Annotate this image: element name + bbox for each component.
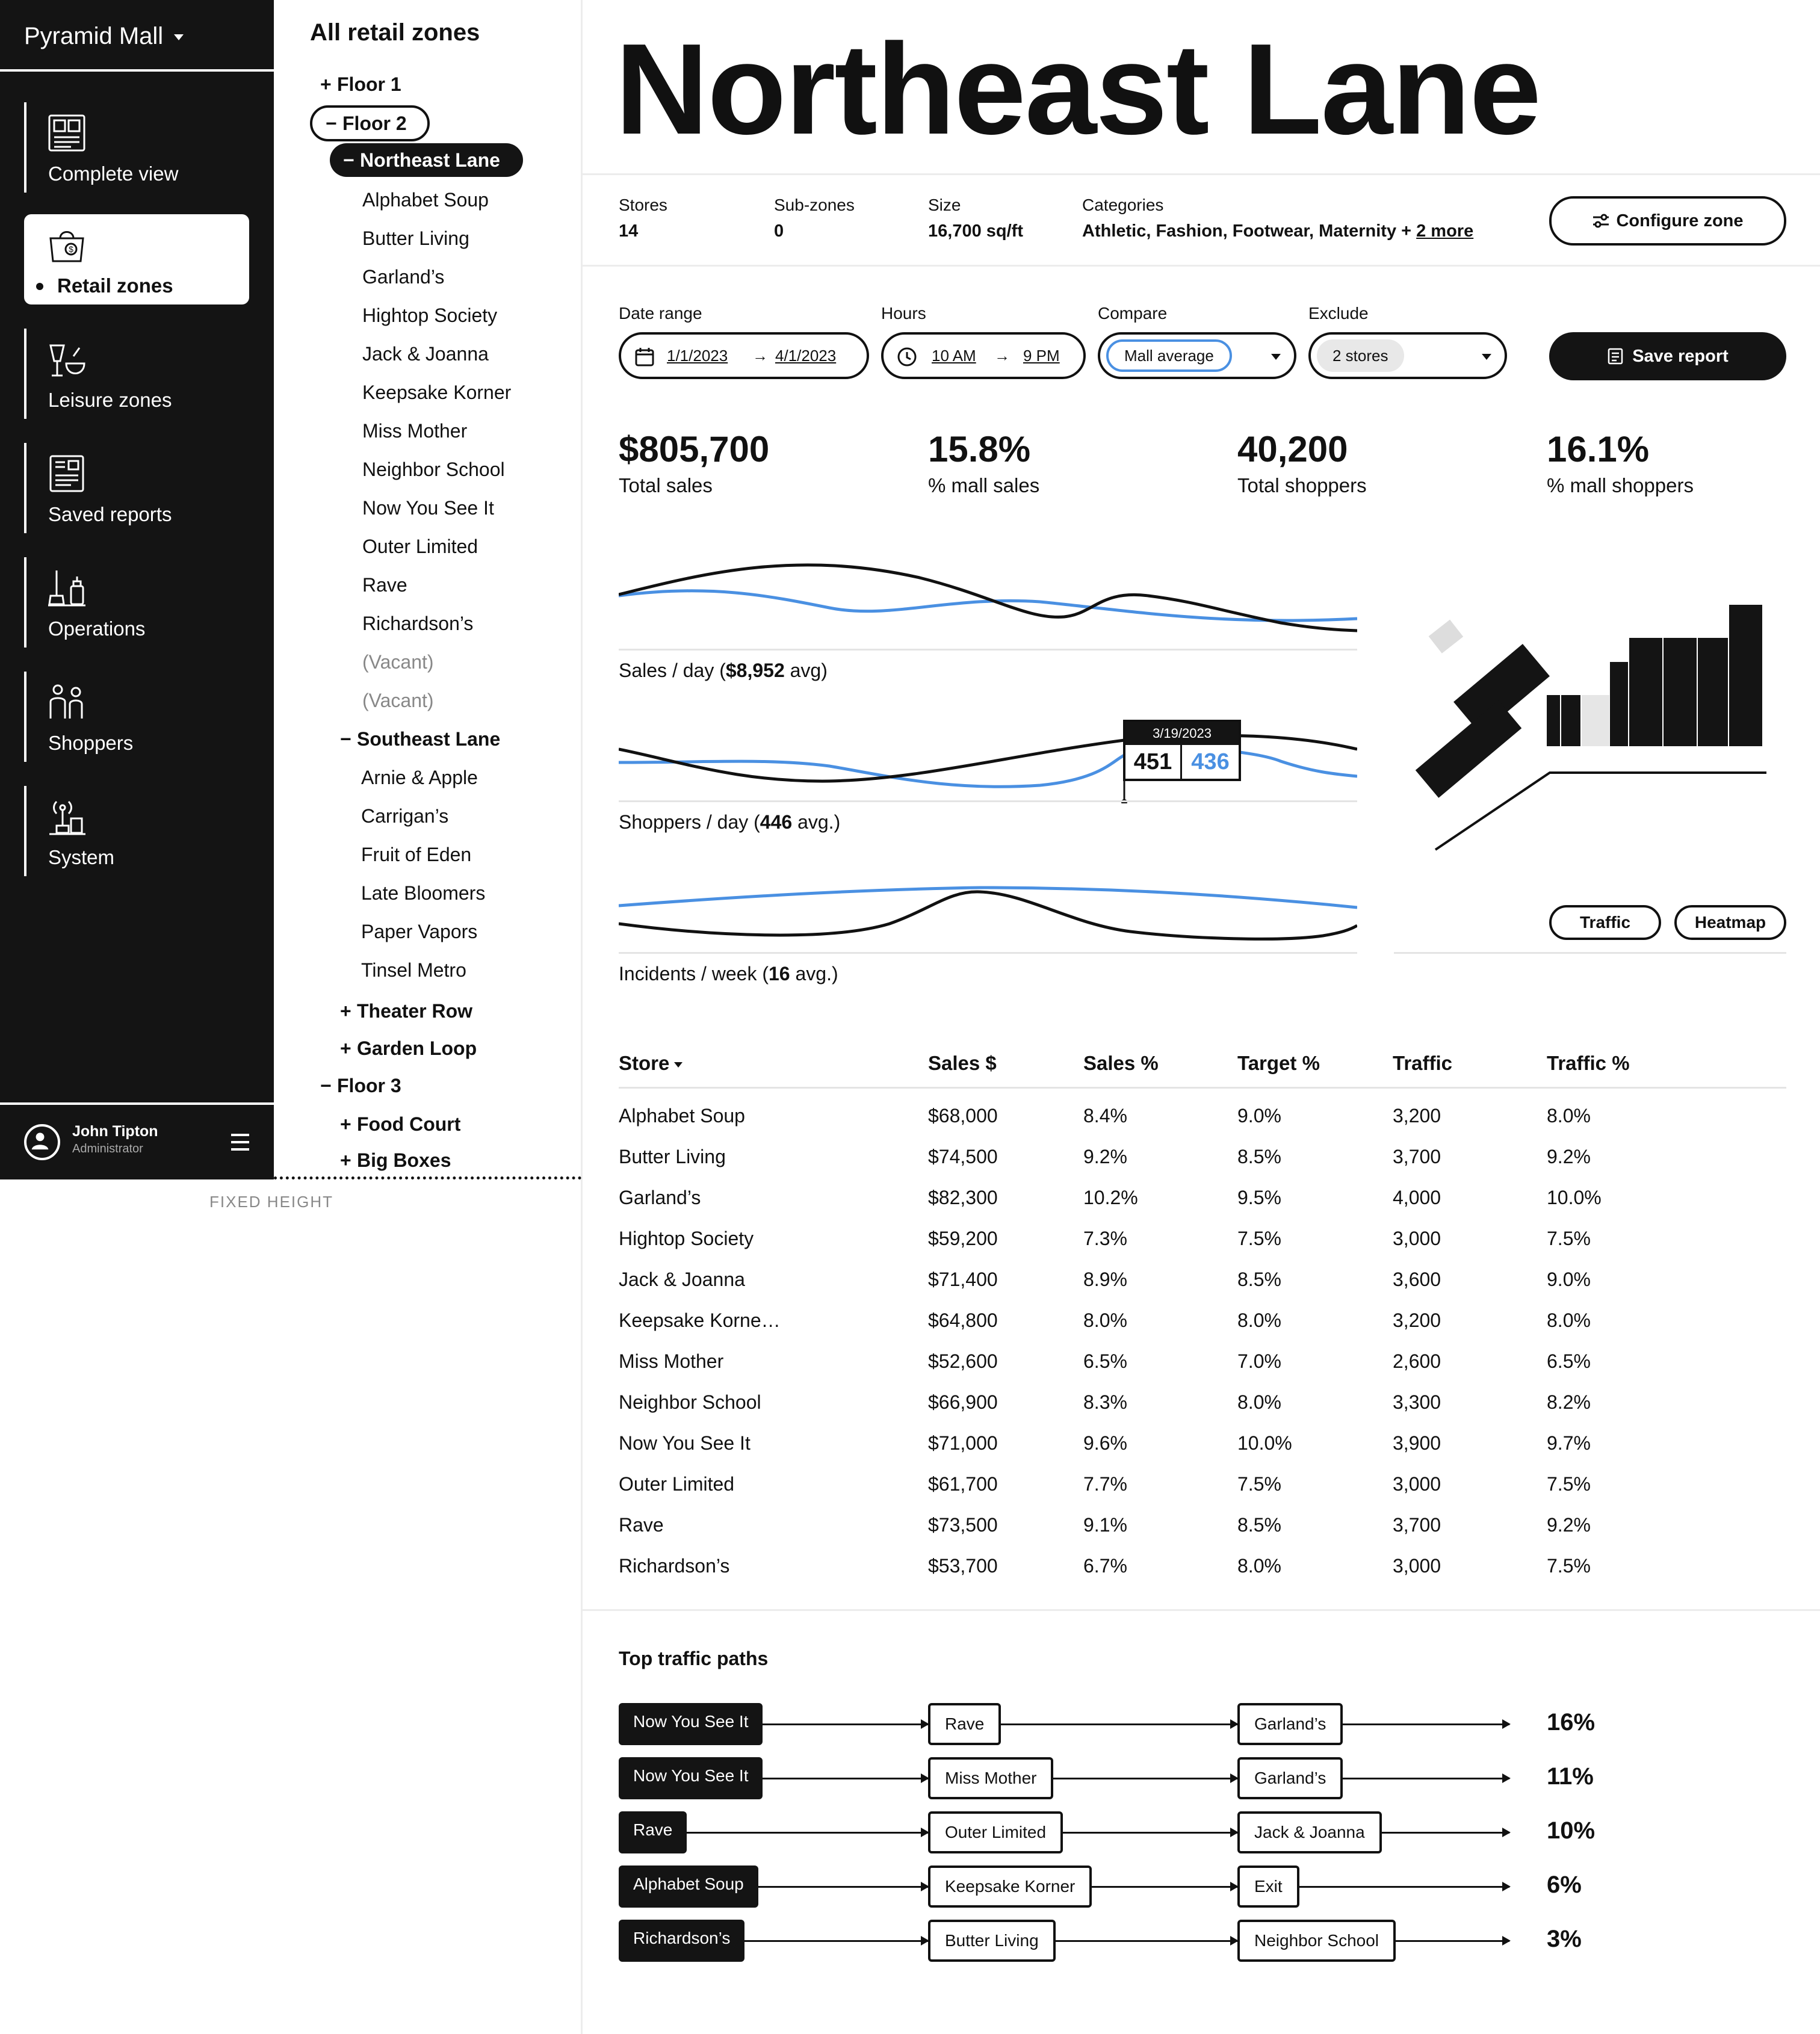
meta-label: Size [928, 196, 961, 214]
main-navigation [0, 0, 274, 1179]
cell-traffic: 3,700 [1393, 1514, 1441, 1536]
button-label: Configure zone [1616, 211, 1744, 230]
exclude-value: 2 stores [1317, 339, 1404, 372]
meta-label: Sub-zones [774, 196, 855, 214]
nav-item-complete-view[interactable] [24, 102, 249, 193]
cell-sales: $68,000 [928, 1105, 998, 1127]
tree-node-label: Garden Loop [357, 1037, 477, 1059]
nav-item-operations[interactable] [24, 557, 249, 648]
tree-node-store[interactable]: Now You See It [362, 497, 494, 519]
divider [583, 1609, 1820, 1611]
arrow-right-icon [1396, 1940, 1509, 1942]
cell-store: Miss Mother [619, 1350, 724, 1372]
cell-traffic: 3,700 [1393, 1146, 1441, 1167]
kpi-value: $805,700 [619, 429, 770, 469]
tree-node-floor-3[interactable] [320, 1074, 401, 1098]
nav-indicator [24, 786, 26, 876]
nav-item-system[interactable] [24, 786, 249, 876]
arrow-right-icon: → [994, 347, 1010, 365]
nav-label: Retail zones [57, 274, 173, 297]
shoppers-sparkline [619, 719, 1357, 803]
path-percentage: 16% [1547, 1709, 1596, 1736]
column-header-traffic-pct[interactable]: Traffic % [1547, 1052, 1630, 1074]
path-node-via[interactable]: Butter Living [928, 1920, 1056, 1962]
traffic-toggle[interactable]: Traffic [1549, 905, 1661, 940]
avatar[interactable] [24, 1124, 60, 1160]
tree-node-store[interactable]: Outer Limited [362, 536, 478, 557]
menu-icon[interactable] [231, 1134, 249, 1151]
cell-sales: $66,900 [928, 1391, 998, 1413]
path-node-from[interactable]: Rave [619, 1811, 687, 1853]
tree-node-store[interactable]: Fruit of Eden [361, 844, 472, 865]
collapse-icon: − [320, 1075, 332, 1096]
nav-label: Saved reports [48, 503, 172, 525]
cell-sales-pct: 8.3% [1083, 1391, 1127, 1413]
nav-item-leisure-zones[interactable] [24, 329, 249, 419]
arrow-right-icon [1343, 1723, 1509, 1725]
tree-node-label: Northeast Lane [360, 149, 500, 171]
column-header-target-pct[interactable]: Target % [1237, 1052, 1320, 1074]
kpi-label: % mall sales [928, 474, 1040, 496]
arrow-right-icon: → [752, 347, 768, 365]
shopping-bag-icon [47, 225, 87, 265]
filter-label: Exclude [1308, 304, 1369, 323]
cell-traffic: 4,000 [1393, 1187, 1441, 1208]
cell-traffic: 2,600 [1393, 1350, 1441, 1372]
cell-sales: $53,700 [928, 1555, 998, 1577]
tooltip-date: 3/19/2023 [1125, 722, 1239, 745]
cell-store: Richardson’s [619, 1555, 730, 1577]
cell-sales: $71,000 [928, 1432, 998, 1454]
divider [581, 0, 583, 2034]
cell-store: Now You See It [619, 1432, 751, 1454]
configure-zone-button[interactable] [1549, 196, 1786, 246]
cell-sales: $74,500 [928, 1146, 998, 1167]
people-icon [47, 682, 87, 722]
cell-store: Alphabet Soup [619, 1105, 745, 1127]
tree-node-big-boxes[interactable] [340, 1148, 451, 1172]
nav-indicator [24, 102, 26, 193]
incidents-sparkline [619, 867, 1357, 951]
kpi-value: 40,200 [1237, 429, 1348, 469]
path-percentage: 10% [1547, 1817, 1596, 1844]
tree-node-store[interactable]: Butter Living [362, 227, 469, 249]
nav-label: Operations [48, 617, 146, 640]
path-node-from[interactable]: Richardson’s [619, 1920, 744, 1962]
nav-label: Leisure zones [48, 389, 172, 411]
cell-target-pct: 9.5% [1237, 1187, 1281, 1208]
date-to: 4/1/2023 [775, 347, 837, 365]
kpi-label: % mall shoppers [1547, 474, 1694, 496]
cell-traffic-pct: 7.5% [1547, 1473, 1591, 1495]
tree-node-northeast-lane[interactable] [330, 143, 523, 177]
divider [619, 1087, 1786, 1089]
compare-line [619, 749, 1357, 787]
chart-baseline [619, 649, 1357, 651]
cell-target-pct: 7.0% [1237, 1350, 1281, 1372]
nav-indicator [24, 672, 26, 762]
tree-node-store[interactable]: Jack & Joanna [362, 343, 489, 365]
collapse-icon: − [343, 149, 354, 171]
tree-node-store[interactable]: Late Bloomers [361, 882, 486, 904]
cell-store: Jack & Joanna [619, 1269, 745, 1290]
cell-target-pct: 7.5% [1237, 1228, 1281, 1249]
cell-traffic: 3,200 [1393, 1105, 1441, 1127]
user-role: Administrator [72, 1142, 143, 1155]
path-node-via[interactable]: Miss Mother [928, 1757, 1053, 1799]
tree-node-store[interactable]: Arnie & Apple [361, 767, 478, 788]
path-node-to[interactable]: Exit [1237, 1866, 1299, 1908]
compare-select[interactable] [1098, 332, 1296, 379]
cell-sales: $73,500 [928, 1514, 998, 1536]
path-node-to[interactable]: Neighbor School [1237, 1920, 1396, 1962]
cell-traffic: 3,900 [1393, 1432, 1441, 1454]
meta-label: Categories [1082, 196, 1164, 214]
cell-sales-pct: 6.5% [1083, 1350, 1127, 1372]
clock-icon [897, 347, 917, 367]
cell-sales: $59,200 [928, 1228, 998, 1249]
fixed-height-marker [274, 1176, 581, 1179]
cell-traffic-pct: 8.2% [1547, 1391, 1591, 1413]
tree-node-garden-loop[interactable] [340, 1036, 477, 1060]
date-from: 1/1/2023 [667, 347, 728, 365]
path-node-via[interactable]: Rave [928, 1703, 1001, 1745]
cell-traffic-pct: 10.0% [1547, 1187, 1602, 1208]
cell-sales-pct: 6.7% [1083, 1555, 1127, 1577]
chevron-down-icon [174, 34, 184, 40]
dashboard-icon [47, 113, 87, 153]
meta-label: Stores [619, 196, 667, 214]
collapse-icon: − [326, 113, 337, 134]
meta-value: 14 [619, 221, 639, 241]
cell-sales: $82,300 [928, 1187, 998, 1208]
column-header-store[interactable]: Store [619, 1052, 682, 1075]
app-name: Pyramid Mall [24, 23, 164, 49]
expand-icon: + [340, 1113, 351, 1135]
path-node-to[interactable]: Jack & Joanna [1237, 1811, 1382, 1853]
button-label: Save report [1632, 346, 1729, 366]
column-header-sales[interactable]: Sales $ [928, 1052, 997, 1074]
antenna-icon [47, 797, 87, 836]
exclude-select[interactable] [1308, 332, 1507, 379]
cell-store: Butter Living [619, 1146, 726, 1167]
cell-traffic-pct: 7.5% [1547, 1555, 1591, 1577]
tree-node-store[interactable]: Tinsel Metro [361, 959, 466, 981]
arrow-right-icon [763, 1723, 928, 1725]
nav-label: System [48, 846, 115, 868]
cell-target-pct: 10.0% [1237, 1432, 1292, 1454]
cell-sales-pct: 8.4% [1083, 1105, 1127, 1127]
arrow-right-icon [1092, 1886, 1237, 1888]
cell-sales-pct: 8.0% [1083, 1309, 1127, 1331]
tree-node-store[interactable]: Paper Vapors [361, 921, 478, 942]
tooltip-compare-value: 436 [1191, 749, 1230, 774]
tree-node-label: Floor 3 [337, 1075, 401, 1096]
fixed-height-label: FIXED HEIGHT [209, 1193, 334, 1211]
report-icon [47, 454, 87, 493]
map-stores [1416, 605, 1762, 798]
map-corridor [1435, 773, 1766, 850]
arrow-right-icon [1053, 1778, 1237, 1779]
cell-traffic: 3,000 [1393, 1228, 1441, 1249]
divider [583, 265, 1820, 267]
hours-to: 9 PM [1023, 347, 1060, 365]
path-node-via[interactable]: Outer Limited [928, 1811, 1063, 1853]
tree-node-store[interactable]: Rave [362, 574, 407, 596]
cell-traffic-pct: 6.5% [1547, 1350, 1591, 1372]
cell-traffic-pct: 8.0% [1547, 1105, 1591, 1127]
nav-item-saved-reports[interactable] [24, 443, 249, 533]
arrow-right-icon [687, 1832, 928, 1834]
cell-store: Garland’s [619, 1187, 701, 1208]
nav-indicator [24, 557, 26, 648]
cell-traffic: 3,300 [1393, 1391, 1441, 1413]
collapse-icon: − [340, 728, 351, 750]
column-header-traffic[interactable]: Traffic [1393, 1052, 1453, 1074]
shoppers-caption: Shoppers / day (446 avg.) [619, 811, 841, 833]
active-dot [36, 283, 43, 290]
tree-node-label: Theater Row [357, 1000, 473, 1022]
calendar-icon [634, 347, 655, 367]
cell-sales-pct: 8.9% [1083, 1269, 1127, 1290]
cell-store: Neighbor School [619, 1391, 761, 1413]
chart-baseline [1394, 952, 1786, 954]
tree-node-vacant[interactable]: (Vacant) [362, 651, 434, 673]
hours-from: 10 AM [932, 347, 976, 365]
arrow-right-icon [1063, 1832, 1237, 1834]
arrow-right-icon [744, 1940, 928, 1942]
meta-value: 16,700 sq/ft [928, 221, 1023, 241]
tree-node-store[interactable]: Alphabet Soup [362, 189, 489, 211]
column-header-sales-pct[interactable]: Sales % [1083, 1052, 1159, 1074]
expand-icon: + [340, 1149, 351, 1171]
cell-sales-pct: 7.7% [1083, 1473, 1127, 1495]
tree-node-label: Big Boxes [357, 1149, 451, 1171]
cell-sales: $52,600 [928, 1350, 998, 1372]
cell-traffic-pct: 9.2% [1547, 1146, 1591, 1167]
kpi-value: 16.1% [1547, 429, 1650, 469]
hours-field[interactable] [881, 332, 1086, 379]
tree-node-label: Floor 2 [342, 113, 407, 134]
kpi-value: 15.8% [928, 429, 1031, 469]
arrow-right-icon [1382, 1832, 1509, 1834]
cell-traffic-pct: 9.0% [1547, 1269, 1591, 1290]
tree-node-southeast-lane[interactable] [340, 727, 500, 751]
tree-node-floor-1[interactable] [320, 72, 401, 96]
meta-value: 0 [774, 221, 784, 241]
cell-traffic-pct: 9.2% [1547, 1514, 1591, 1536]
cell-target-pct: 8.0% [1237, 1555, 1281, 1577]
tree-node-store[interactable]: Hightop Society [362, 304, 498, 326]
nav-indicator [24, 329, 26, 419]
path-percentage: 6% [1547, 1872, 1582, 1898]
path-node-from[interactable]: Now You See It [619, 1757, 763, 1799]
cell-target-pct: 7.5% [1237, 1473, 1281, 1495]
kpi-label: Total shoppers [1237, 474, 1367, 496]
path-percentage: 3% [1547, 1926, 1582, 1952]
tree-node-label: Southeast Lane [357, 728, 501, 750]
divider [0, 1102, 274, 1105]
arrow-right-icon [763, 1778, 928, 1779]
cell-target-pct: 9.0% [1237, 1105, 1281, 1127]
cell-sales: $64,800 [928, 1309, 998, 1331]
filter-label: Date range [619, 304, 702, 323]
zone-floor-map [1402, 602, 1775, 861]
incidents-caption: Incidents / week (16 avg.) [619, 963, 838, 985]
divider [583, 173, 1820, 175]
cell-target-pct: 8.5% [1237, 1514, 1281, 1536]
paths-title: Top traffic paths [619, 1648, 769, 1669]
date-range-field[interactable] [619, 332, 869, 379]
cell-sales: $71,400 [928, 1269, 998, 1290]
sort-down-icon [674, 1062, 682, 1068]
tree-node-store[interactable]: Neighbor School [362, 459, 505, 480]
cell-store: Keepsake Korne… [619, 1309, 781, 1331]
arrow-right-icon [1056, 1940, 1237, 1942]
path-node-to[interactable]: Garland’s [1237, 1757, 1343, 1799]
tree-node-label: Food Court [357, 1113, 461, 1135]
more-categories-link[interactable]: 2 more [1416, 221, 1474, 241]
tooltip-zone-value: 451 [1125, 745, 1182, 779]
path-node-to[interactable]: Garland’s [1237, 1703, 1343, 1745]
chart-baseline [619, 800, 1357, 802]
compare-line [619, 888, 1357, 907]
chevron-down-icon [1271, 354, 1281, 360]
cell-target-pct: 8.0% [1237, 1309, 1281, 1331]
tree-title: All retail zones [310, 19, 480, 46]
kpi-label: Total sales [619, 474, 713, 496]
cell-target-pct: 8.5% [1237, 1269, 1281, 1290]
cell-sales-pct: 9.6% [1083, 1432, 1127, 1454]
expand-icon: + [320, 73, 332, 95]
cell-traffic: 3,600 [1393, 1269, 1441, 1290]
mall-selector[interactable] [24, 18, 184, 54]
tree-node-store[interactable]: Keepsake Korner [362, 382, 512, 403]
filter-label: Hours [881, 304, 926, 323]
cell-store: Rave [619, 1514, 664, 1536]
cell-sales-pct: 9.2% [1083, 1146, 1127, 1167]
page-title: Northeast Lane [615, 16, 1541, 161]
nav-indicator [24, 443, 26, 533]
cell-sales-pct: 9.1% [1083, 1514, 1127, 1536]
tree-node-theater-row[interactable] [340, 999, 472, 1023]
zone-tree [274, 0, 581, 1179]
arrow-right-icon [1001, 1723, 1237, 1725]
filter-label: Compare [1098, 304, 1168, 323]
cell-traffic-pct: 9.7% [1547, 1432, 1591, 1454]
tree-node-store[interactable]: Miss Mother [362, 420, 468, 442]
tree-node-food-court[interactable] [340, 1112, 460, 1136]
arrow-right-icon [1343, 1778, 1509, 1779]
cell-traffic-pct: 7.5% [1547, 1228, 1591, 1249]
cell-target-pct: 8.0% [1237, 1391, 1281, 1413]
expand-icon: + [340, 1000, 351, 1022]
cell-target-pct: 8.5% [1237, 1146, 1281, 1167]
nav-label: Shoppers [48, 732, 134, 754]
cell-sales: $61,700 [928, 1473, 998, 1495]
divider [0, 69, 274, 72]
tree-node-floor-2[interactable] [310, 105, 430, 141]
zone-line [619, 735, 1357, 781]
cafe-icon [47, 339, 87, 379]
categories-value [1082, 221, 1473, 241]
cell-traffic: 3,000 [1393, 1555, 1441, 1577]
tree-node-label: Floor 1 [337, 73, 401, 95]
categories-text: Athletic, Fashion, Footwear, Maternity + [1082, 221, 1417, 241]
tree-node-store[interactable]: Richardson’s [362, 613, 474, 634]
sales-caption: Sales / day ($8,952 avg) [619, 660, 828, 681]
cleaning-icon [47, 568, 87, 608]
chevron-down-icon [1482, 354, 1491, 360]
path-node-from[interactable]: Alphabet Soup [619, 1866, 758, 1908]
path-percentage: 11% [1547, 1763, 1594, 1790]
nav-item-retail-zones[interactable] [24, 214, 249, 304]
cell-store: Outer Limited [619, 1473, 735, 1495]
sales-sparkline [619, 554, 1357, 644]
tree-node-store[interactable]: Garland’s [362, 266, 445, 288]
arrow-right-icon [1299, 1886, 1509, 1888]
chart-tooltip [1123, 720, 1241, 781]
compare-value: Mall average [1106, 339, 1232, 372]
expand-icon: + [340, 1037, 351, 1059]
tree-node-vacant[interactable]: (Vacant) [362, 690, 434, 711]
user-name: John Tipton [72, 1123, 158, 1140]
heatmap-toggle[interactable]: Heatmap [1674, 905, 1786, 940]
cell-traffic: 3,200 [1393, 1309, 1441, 1331]
arrow-right-icon [758, 1886, 928, 1888]
svg-text:$: $ [69, 244, 73, 254]
nav-item-shoppers[interactable] [24, 672, 249, 762]
path-node-from[interactable]: Now You See It [619, 1703, 763, 1745]
nav-label: Complete view [48, 162, 179, 185]
sliders-icon [1592, 213, 1610, 229]
cell-traffic: 3,000 [1393, 1473, 1441, 1495]
cell-traffic-pct: 8.0% [1547, 1309, 1591, 1331]
path-node-via[interactable]: Keepsake Korner [928, 1866, 1092, 1908]
cell-sales-pct: 10.2% [1083, 1187, 1138, 1208]
chart-baseline [619, 952, 1357, 954]
save-report-button[interactable] [1549, 332, 1786, 380]
cell-store: Hightop Society [619, 1228, 754, 1249]
cell-sales-pct: 7.3% [1083, 1228, 1127, 1249]
report-icon [1607, 348, 1624, 365]
tree-node-store[interactable]: Carrigan’s [361, 805, 449, 827]
